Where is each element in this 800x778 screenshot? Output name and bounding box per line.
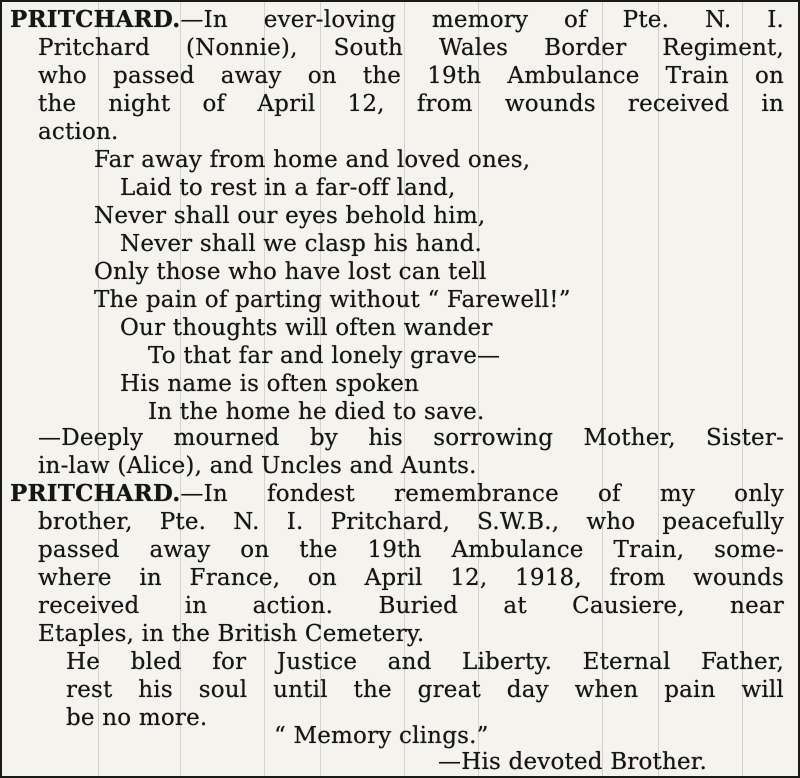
notice2-line-4: where in France, on April 12, 1918, from wounds bbox=[38, 565, 784, 591]
memory-quote: “ Memory clings.” bbox=[274, 723, 489, 749]
poem-line-2: Laid to rest in a far-off land, bbox=[120, 175, 456, 201]
notice1-surname: PRITCHARD. bbox=[10, 6, 181, 33]
poem-line-8: To that far and lonely grave— bbox=[148, 343, 501, 369]
notice1-signoff-1: —Deeply mourned by his sorrowing Mother, Sister- bbox=[38, 425, 784, 451]
notice2-line-6: Etaples, in the British Cemetery. bbox=[38, 621, 425, 647]
poem-line-10: In the home he died to save. bbox=[148, 399, 485, 425]
notice1-lead: —In ever-loving memory of Pte. N. I. bbox=[180, 7, 784, 33]
notice1-line-5: action. bbox=[38, 119, 119, 145]
prayer-line-3: be no more. bbox=[66, 705, 208, 731]
notice2-signoff: —His devoted Brother. bbox=[438, 749, 707, 775]
notice1-line-3: who passed away on the 19th Ambulance Train on bbox=[38, 63, 784, 89]
notice2-surname: PRITCHARD. bbox=[10, 480, 181, 507]
poem-line-9: His name is often spoken bbox=[120, 371, 420, 397]
notice2-line-3: passed away on the 19th Ambulance Train, some- bbox=[38, 537, 784, 563]
poem-line-5: Only those who have lost can tell bbox=[94, 259, 487, 285]
notice2-line-5: received in action. Buried at Causiere, near bbox=[38, 593, 784, 619]
poem-line-3: Never shall our eyes behold him, bbox=[94, 203, 486, 229]
poem-line-6: The pain of parting without “ Farewell!” bbox=[94, 287, 571, 313]
poem-line-7: Our thoughts will often wander bbox=[120, 315, 493, 341]
notice1-signoff-2: in-law (Alice), and Uncles and Aunts. bbox=[38, 453, 477, 479]
prayer-line-1: He bled for Justice and Liberty. Eternal Father, bbox=[66, 649, 784, 675]
notice2-line-1 bbox=[10, 480, 784, 508]
poem-line-1: Far away from home and loved ones, bbox=[94, 147, 531, 173]
poem-line-4: Never shall we clasp his hand. bbox=[120, 231, 483, 257]
notice2-line-2: brother, Pte. N. I. Pritchard, S.W.B., who peacefully bbox=[38, 509, 784, 535]
notice2-lead: —In fondest remembrance of my only bbox=[180, 481, 784, 507]
notice1-line-2: Pritchard (Nonnie), South Wales Border Regiment, bbox=[38, 35, 784, 61]
notice1-line-1 bbox=[10, 6, 784, 34]
notice1-line-4: the night of April 12, from wounds received in bbox=[38, 91, 784, 117]
prayer-line-2: rest his soul until the great day when pain will bbox=[66, 677, 784, 703]
